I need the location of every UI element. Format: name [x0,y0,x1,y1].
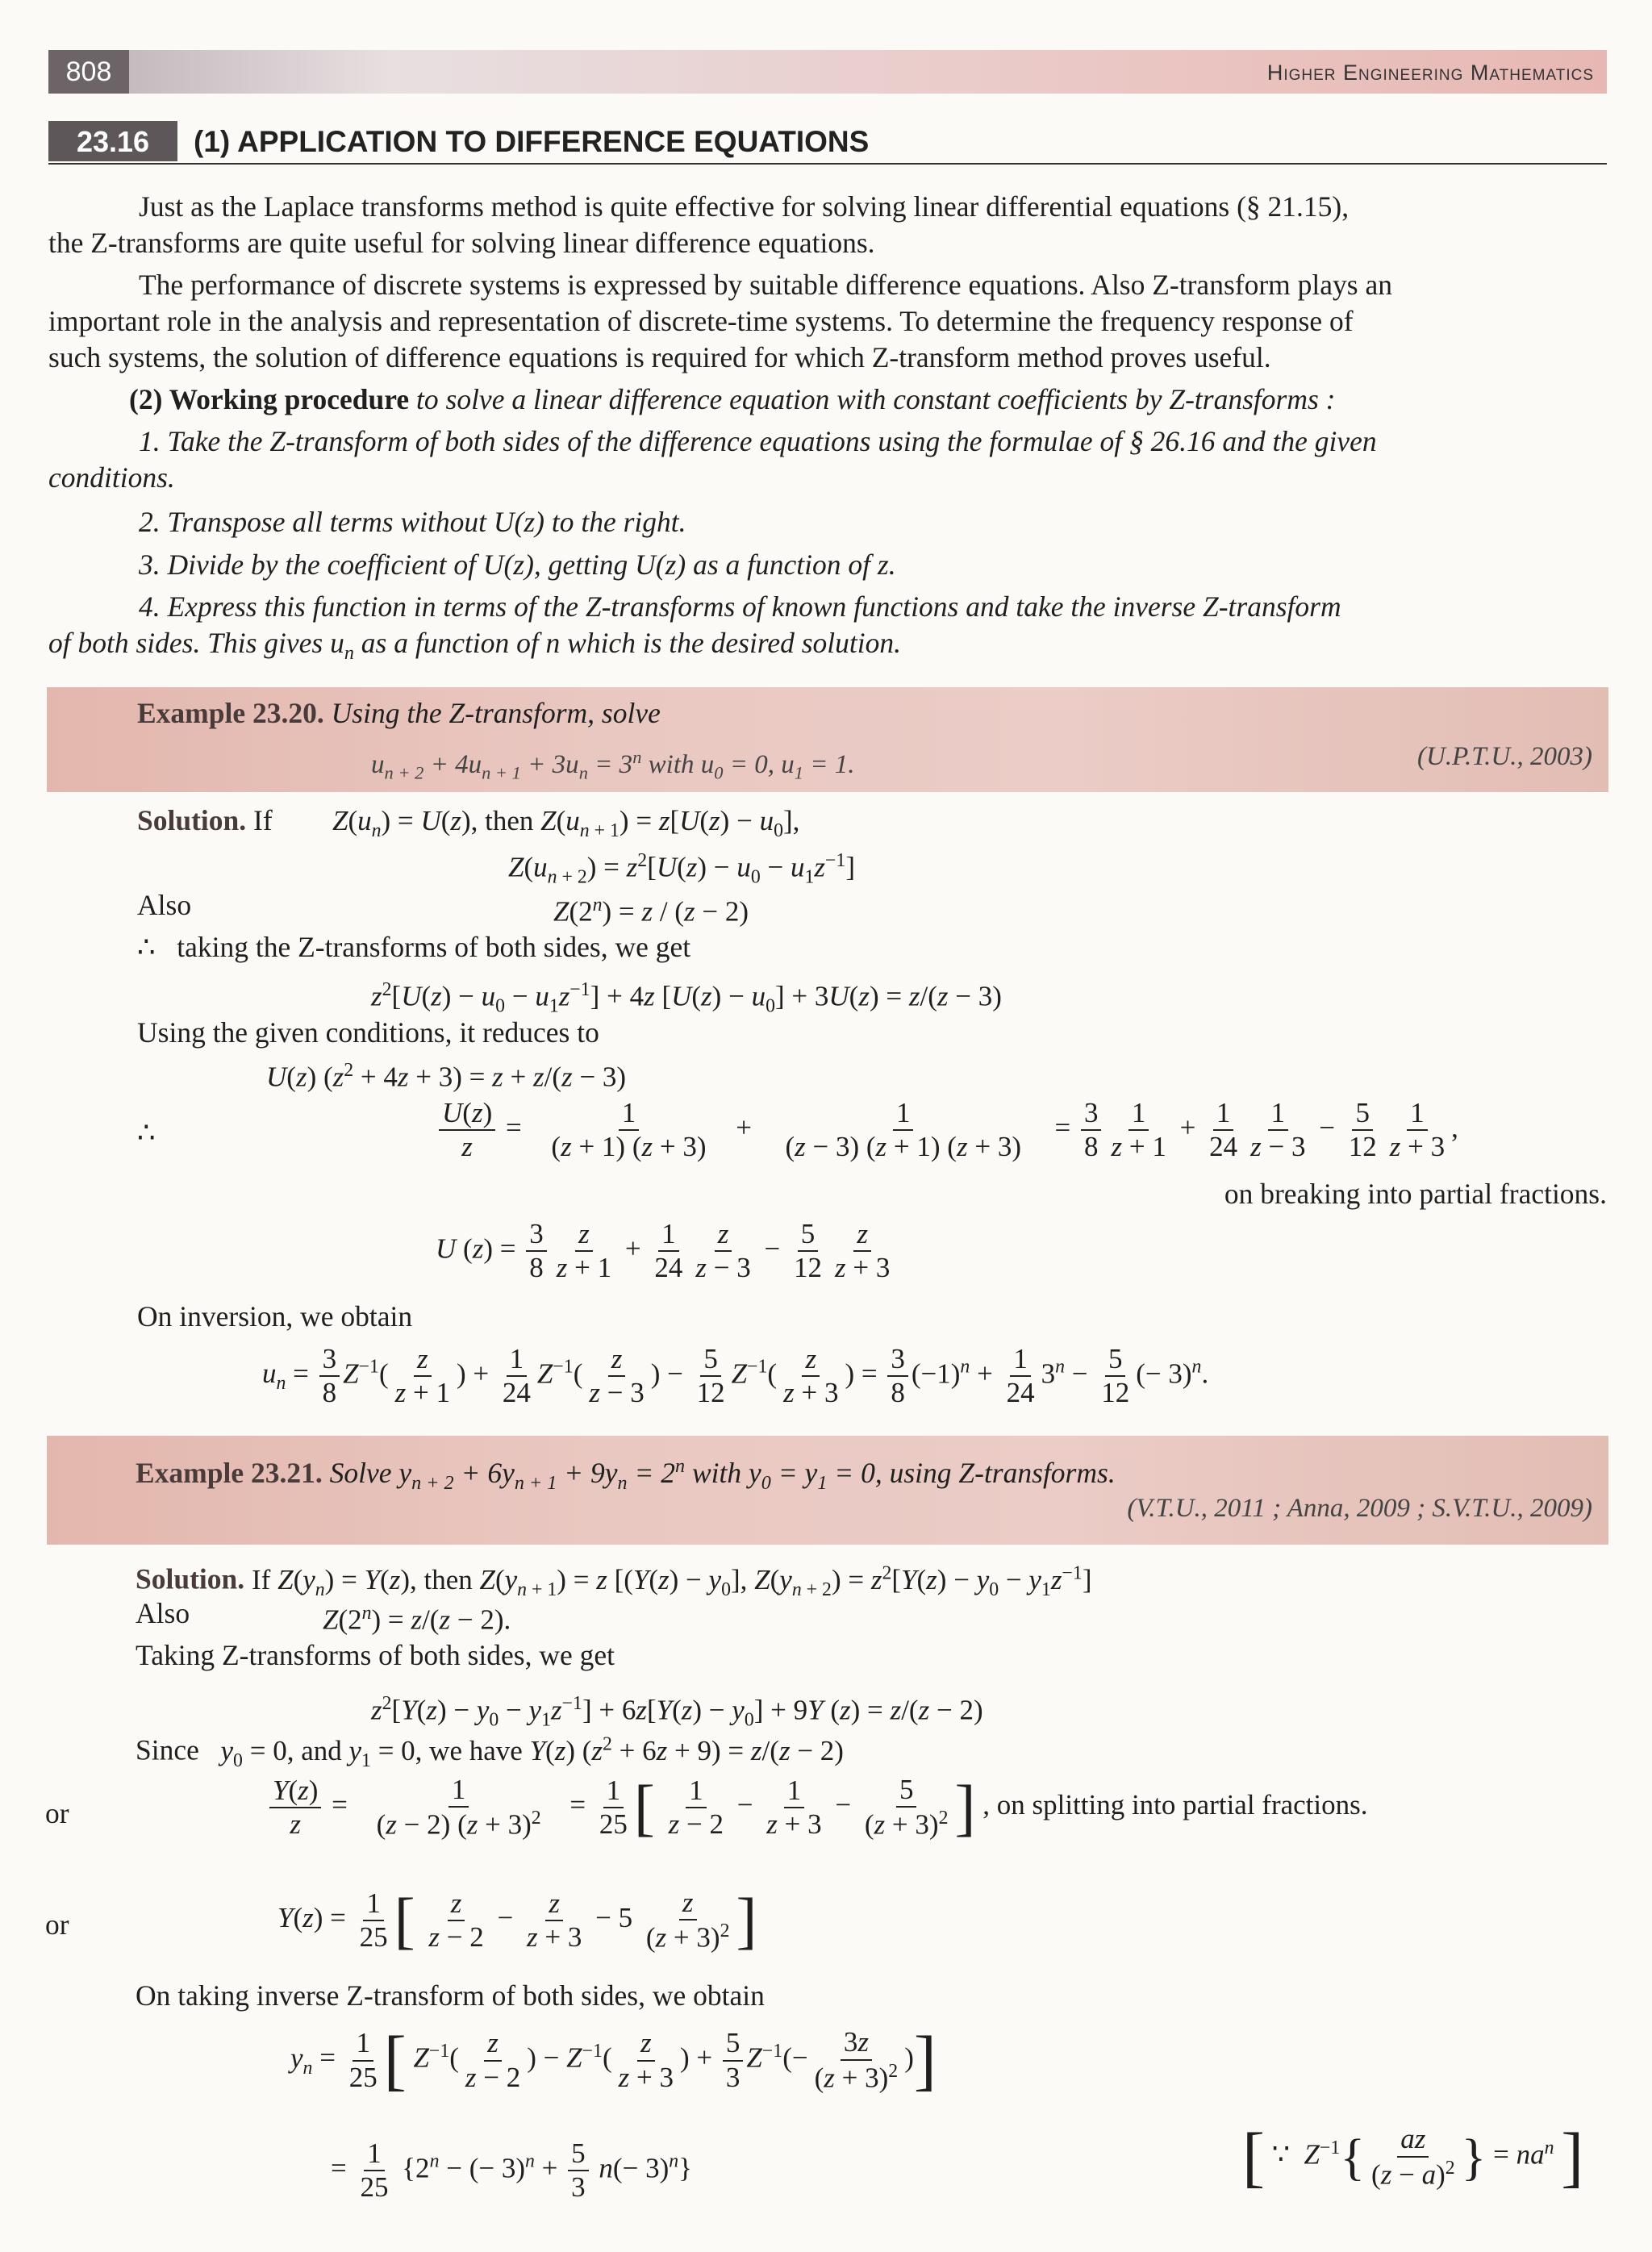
step3: 3. Divide by the coefficient of U(z), getting U(z) as a function of z. [139,548,896,581]
step1-line2: conditions. [48,461,175,494]
intro-p2-line1: The performance of discrete systems is expressed by suitable difference equations. Also Z-transform plays an [139,269,1392,301]
solution1-eq4: $z^2[U(z) - u_0 - u_1z^{-1}] + 4z$ $[U(z) - u_0] + 3U(z) = z/(z - 3)$ [371,979,1002,1017]
example-23-20-equation: $u_{n + 2} + 4u_{n + 1} + 3u_n = 3^n$ with $u_0 = 0$, $u_1 = 1$. [371,747,855,783]
section-rule [48,163,1607,165]
example-23-21-heading [136,1448,1116,1501]
step1-line1: 1. Take the Z-transform of both sides of the difference equations using the formulae of § 26.16 and the given [139,425,1377,457]
solution1-eq5: U(z) $(z^2 + 4z + 3) = z + z/(z - 3)$ [266,1060,627,1093]
example-23-20-source: (U.P.T.U., 2003) [1417,742,1592,771]
solution1-given-conditions: Using the given conditions, it reduces to [137,1016,599,1049]
procedure-heading [129,382,1335,418]
solution1-eq8: $u_n$ = $\frac{3}{8}$ $Z^{-1}$( $\frac{z}{z + 1}$ ) + $\frac{1}{24}$ $Z^{-1}$( $\frac{z}{z - 3}$ ) − $\frac{5}{12}$ $Z^{-1}$( $\frac{z}{z + 3}$ ) = $\frac{3}{8}$ $(-1)^n$ + $\frac{1}{24}$ $3^n$ − $\frac{5}{12}$ (− 3)$^n$. [262,1343,1209,1409]
solution1-therefore-text: taking the Z-transforms of both sides, we get [177,931,691,963]
solution2-eq7: = $\frac{1}{25}$ {$2^n$ − (− 3)$^n$ + $\frac{5}{3}$ $n(- 3)^n$} [331,2137,692,2204]
solution1-if: If [253,804,273,836]
step4-line2: of both sides. This gives $u_n$ as a function of n which is the desired solution. [48,627,901,665]
section-title: (1) APPLICATION TO DIFFERENCE EQUATIONS [194,125,870,158]
solution1-partial-note: on breaking into partial fractions. [1224,1178,1607,1210]
example-23-20-statement: Using the Z-transform, solve [331,697,661,729]
therefore-symbol-2: ∴ [137,1116,156,1149]
page-number: 808 [48,50,129,94]
frac-uz-over-z: $\frac{U(z)}{z}$ [439,1097,495,1164]
step2: 2. Transpose all terms without U(z) to the right. [139,506,686,538]
section-number: 23.16 [48,121,177,161]
running-head: Higher Engineering Mathematics [1266,60,1594,85]
solution1-label: Solution. [137,804,247,836]
solution2-also: Also [136,1597,190,1629]
example-23-21-source: (V.T.U., 2011 ; Anna, 2009 ; S.V.T.U., 2009) [1127,1494,1592,1523]
solution2-splitting-note: , on splitting into partial fractions. [982,1789,1368,1821]
solution1-eq6: $\frac{U(z)}{z}$ = $\frac{1}{(z + 1) (z + 3)}$ + $\frac{1}{(z - 3) (z + 1) (z + 3)}$ = $\frac{3}{8}$ $\frac{1}{z + 1}$ + $\frac{1}{24}$ $\frac{1}{z - 3}$ − $\frac{5}{12}$ $\frac{1}{z + 3}$ , [436,1097,1458,1164]
intro-p2-line2: important role in the analysis and representation of discrete-time systems. To determine the frequency response of [48,305,1354,337]
solution2-eq2: $Z(2^n) = z/(z - 2)$. [323,1603,511,1636]
intro-p1-line1: Just as the Laplace transforms method is quite effective for solving linear differential equations (§ 21.15), [139,190,1350,223]
solution1-therefore-row [137,929,690,965]
solution1-label-row [137,803,273,839]
therefore-symbol: ∴ [137,931,156,963]
procedure-label: (2) Working procedure [129,383,410,415]
solution2-since: Since [136,1733,199,1766]
solution2-taking: Taking Z-transforms of both sides, we get [136,1639,615,1671]
solution2-eq4: $\frac{Y(z)}{z}$ = $\frac{1}{(z - 2) (z + 3)^2}$ = $\frac{1}{25}$ [ $\frac{1}{z - 2}$ − $\frac{1}{z + 3}$ − $\frac{5}{(z + 3)^2}$ ] , on splitting into partial fractions. [266,1771,1368,1844]
procedure-lead: to solve a linear difference equation with constant coefficients by Z-transforms : [416,383,1336,415]
solution2-eq3: $z^2[Y(z) - y_0 - y_1z^{-1}] + 6z[Y(z) - y_0] + 9Y$ (z) = z/(z − 2) [371,1693,983,1731]
solution2-formula-note: [ ∵ $Z^{-1}${ $\frac{az}{(z - a)^2}$ } = $na^n$ ] [1242,2120,1584,2195]
solution1-inversion: On inversion, we obtain [137,1300,413,1332]
intro-p2-line3: such systems, the solution of difference equations is required for which Z-transform method proves useful. [48,341,1271,373]
solution2-inverse: On taking inverse Z-transform of both sides, we obtain [136,1979,765,2012]
solution2-since-row: Since $y_0 = 0$, and $y_1 = 0$, we have Y(z) $(z^2 + 6z + 9) = z/(z - 2)$ [136,1733,844,1771]
or-label-1: or [45,1797,69,1829]
or-label-2: or [45,1908,69,1941]
example-23-20-label: Example 23.20. [137,697,324,729]
example-23-21-label: Example 23.21. [136,1456,323,1489]
solution2-label: Solution. [136,1562,245,1595]
solution1-eq7: U (z) = $\frac{3}{8}$ $\frac{z}{z + 1}$ + $\frac{1}{24}$ $\frac{z}{z - 3}$ − $\frac{5}{12}$ $\frac{z}{z + 3}$ [436,1218,891,1284]
solution2-eq5: Y(z) = $\frac{1}{25}$ [ $\frac{z}{z - 2}$ − $\frac{z}{z + 3}$ − 5 $\frac{z}{(z + 3)^2}$ ] [277,1885,757,1955]
solution2-line1: Solution. If $Z(y_n) = Y(z)$, then $Z(y_{n + 1}) = z$ [$(Y(z) - y_0]$, $Z(y_{n + 2}) = z^2[Y(z) - y_0 - y_1z^{-1}]$ [136,1562,1092,1600]
example-23-21-statement: Solve $y_{n + 2} + 6y_{n + 1} + 9y_n = 2^n$ with $y_0 = y_1 = 0$, using Z-transforms. [329,1455,1116,1494]
step4-line1: 4. Express this function in terms of the Z-transforms of known functions and take the inverse Z-transform [139,590,1341,623]
solution1-eq1: $Z(u_n) = U(z)$, then $Z(u_{n + 1}) = z[U(z) - u_0]$, [332,805,800,841]
solution1-eq2: $Z(u_{n + 2}) = z^2[U(z) - u_0 - u_1z^{-1}]$ [508,850,855,888]
example-23-20-heading [137,695,661,732]
intro-p1-line2: the Z-transforms are quite useful for solving linear difference equations. [48,227,875,259]
solution1-eq3: $Z(2^n) = z / (z - 2)$ [553,895,749,928]
solution2-eq6: $y_n$ = $\frac{1}{25}$ [ $Z^{-1}$( $\frac{z}{z - 2}$ ) − $Z^{-1}$( $\frac{z}{z + 3}$ ) + $\frac{5}{3}$ $Z^{-1}(-$ $\frac{3z}{(z + 3)^2}$ )] [290,2023,937,2098]
solution1-also: Also [137,889,192,921]
